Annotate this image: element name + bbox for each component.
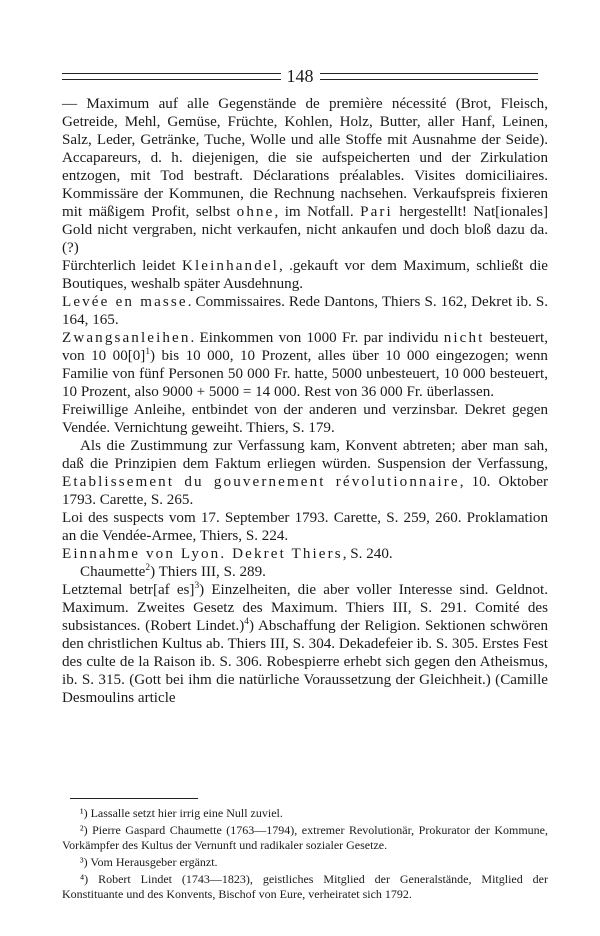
spaced-emphasis: Kleinhandel (181, 258, 279, 274)
text-run: Loi des suspects vom 17. September 1793. Carette, S. 259, 260. Proklamation an die Vendée-Armee, Thiers, S. 224. (62, 510, 548, 544)
footnote-marker: 2 (145, 562, 151, 573)
footnote: ¹) Lassalle setzt hier irrig eine Null zuviel. (80, 806, 283, 820)
text-run: . Commissaires. Rede Dantons, Thiers S. 162, Dekret ib. S. 164, 165. (62, 294, 549, 328)
text-run: ) Thiers III, S. 289. (150, 564, 266, 580)
paragraph (62, 293, 548, 329)
text-run: , 10. Oktober 1793. Carette, S. 265. (62, 474, 548, 508)
text-run: ) bis 10 000, 10 Prozent, alles über 10 000 eingezogen; wenn Familie von fünf Personen 50 000 Fr. hatte, 5000 unbesteuert, 10 000 besteuert, 10 Prozent, also 9000 + 5000 = 14 000. Rest von 36 000 Fr. überlassen. (62, 348, 548, 400)
footnote-marker: 4 (244, 616, 249, 627)
text-run: ) Einzelheiten, die aber voller Interesse sind. Geldnot. Maximum. Zweites Gesetz des Maximum. Thiers III, S. 291. Comité des subsistances. (Robert Lindet.) (62, 582, 548, 634)
text-run: , .gekauft vor dem Maximum, schließt die Boutiques, weshalb später Ausdehnung. (62, 258, 548, 292)
paragraph (62, 401, 548, 437)
page-number: 148 (286, 66, 314, 86)
footnote: ⁴) Robert Lindet (1743—1823), geistliches Mitglied der Generalstände, Mitglied der Konstituante und des Konvents, Bischof von Eure, verheiratet sich 1792. (62, 872, 548, 901)
header-rule-right (320, 73, 539, 80)
text-run: — Maximum auf alle Gegenstände de première nécessité (Brot, Fleisch, Getreide, Mehl, Gemüse, Früchte, Kohlen, Holz, Butter, aller Hanf, Leinen, Salz, Leder, Getränke, Tuche, Wolle und alle Stoffe mit Ausnahme der Seide). Accapareurs, d. h. diejenigen, die sie aufspeicherten und der Zirkulation entzogen, mit Tod bestraft. Déclarations préalables. Visites domiciliaires. Kommissäre der Kommunen, die Rechnung nachsehen. Verkaufspreis fixieren mit mäßigem Profit, selbst (62, 96, 548, 220)
footnotes (62, 806, 548, 904)
footnote-marker: 3 (194, 580, 200, 591)
spaced-emphasis: Pari (360, 204, 393, 220)
paragraph (62, 563, 548, 581)
text-run: besteuert, von 10 00[0] (62, 330, 549, 364)
footnote: ³) Vom Herausgeber ergänzt. (80, 855, 218, 869)
body-text (62, 95, 548, 707)
spaced-emphasis: Zwangsanleihen (62, 330, 191, 346)
text-run: ) Abschaffung der Religion. Sektionen schwören den christlichen Kultus ab. Thiers III, S. 304. Dekadefeier ib. S. 305. Erstes Fest des culte de la Raison ib. S. 306. Robespierre erhebt sich gegen den Atheismus, ib. S. 315. (Gott bei ihm die natürliche Voraussetzung der Gleichheit.) (Camille Desmoulins article (62, 618, 549, 706)
text-run: Als die Zustimmung zur Verfassung kam, Konvent abtreten; aber man sah, daß die Prinzipien dem Faktum erliegen würden. Suspension der Verfassung, (62, 438, 548, 472)
paragraph (62, 95, 548, 257)
paragraph (62, 509, 548, 545)
paragraph (62, 581, 548, 707)
text-run: hergestellt! Nat[ionales] Gold nicht vergraben, nicht verkaufen, nicht ankaufen und doch bloß dazu da. (?) (62, 204, 548, 256)
text-run: Freiwillige Anleihe, entbindet von der anderen und verzinsbar. Dekret gegen Vendée. Vernichtung geweiht. Thiers, S. 179. (62, 402, 548, 436)
header-rule-left (62, 73, 281, 80)
spaced-emphasis: Etablissement du gouvernement révolutionnaire (62, 474, 460, 490)
footnote: ²) Pierre Gaspard Chaumette (1763—1794), extremer Revolutionär, Prokurator der Kommune, Vorkämpfer des Kultus der Vernunft und radikaler sozialer Gesetze. (62, 823, 548, 852)
paragraph (62, 329, 548, 401)
text-run: Fürchterlich leidet (62, 258, 182, 274)
paragraph (62, 257, 548, 293)
text-run: , im Notfall. (274, 204, 361, 220)
text-run: . Einkommen von 1000 Fr. par individu (190, 330, 444, 346)
footnote-marker: 1 (145, 346, 151, 357)
paragraph (62, 545, 548, 563)
spaced-emphasis: ohne (236, 204, 275, 220)
text-run: Chaumette (80, 564, 146, 580)
paragraph (62, 437, 548, 509)
spaced-emphasis: Einnahme von Lyon. Dekret Thiers (62, 546, 343, 562)
page-header (62, 65, 538, 87)
text-run: Letztemal betr[af es] (62, 582, 195, 598)
spaced-emphasis: nicht (443, 330, 485, 346)
text-run: , S. 240. (342, 546, 393, 562)
spaced-emphasis: Levée en masse (62, 294, 188, 310)
footnote-separator (70, 798, 198, 799)
